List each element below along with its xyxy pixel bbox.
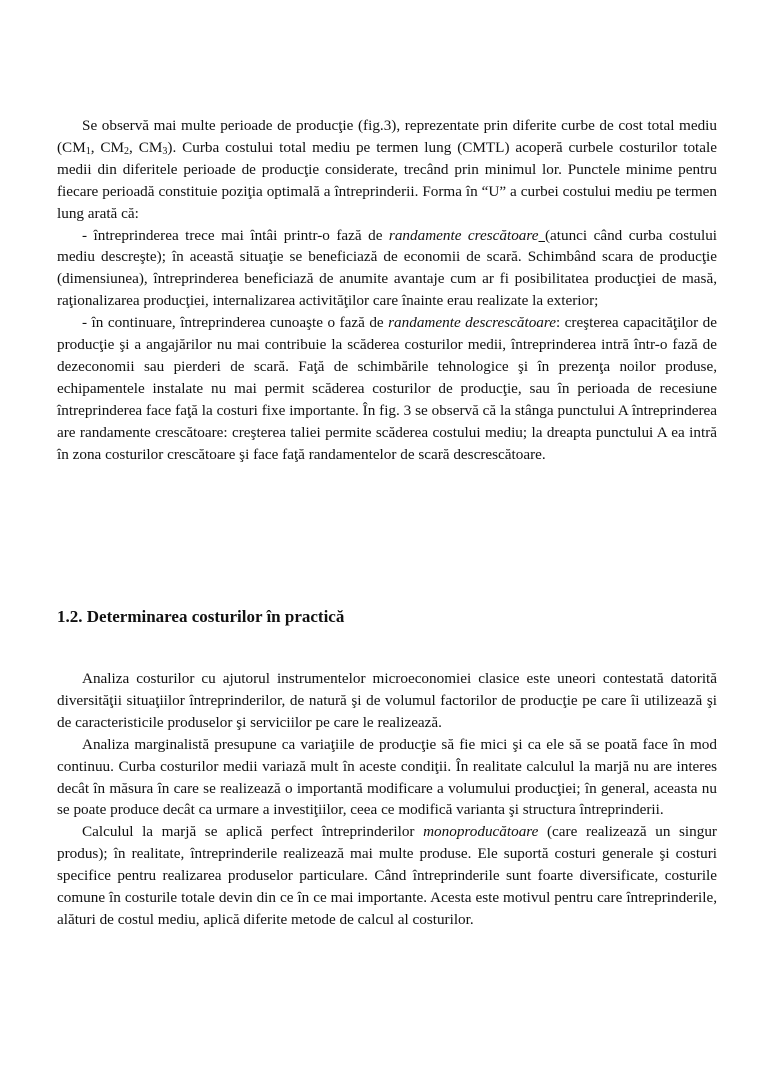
text-run: Se observă mai multe perioade de producţie (fig.3), reprezentate prin diferite curbe de cost total mediu (CM bbox=[57, 117, 717, 156]
paragraph-cost-curves bbox=[57, 115, 717, 225]
subscript: 2 bbox=[124, 145, 130, 157]
text-run: , CM bbox=[129, 138, 163, 156]
emphasis: randamente crescătoare bbox=[388, 226, 539, 244]
text-run: - întreprinderea trece mai întâi printr-o fază de bbox=[82, 226, 389, 244]
text-run: - în continuare, întreprinderea cunoaşte o fază de bbox=[82, 314, 389, 332]
subscript: 1 bbox=[85, 145, 91, 157]
section-1-text bbox=[57, 115, 717, 466]
paragraph-cost-analysis: Analiza costurilor cu ajutorul instrumentelor microeconomiei clasice este uneori contestată datorită diversităţii situaţiilor întreprinderilor, de natură şi de volumul factorilor de producţie pe care îi utilizează şi de caracteristicile produselor şi serviciilor pe care le realizează. bbox=[57, 670, 717, 731]
text-run: (care realizează un singur produs); în realitate, întreprinderile realizează mai multe produse. Ele suportă costuri generale şi costuri specifice pentru realizarea produselor particulare. Când întreprinderile sunt foarte diversificate, costurile comune în costurile totale devin din ce în ce mai importante. Acesta este motivul pentru care întreprinderile, alături de costul mediu, aplică diferite metode de calcul al costurilor. bbox=[57, 823, 717, 928]
text-run: , CM bbox=[90, 138, 125, 156]
paragraph-increasing-returns bbox=[57, 225, 717, 313]
emphasis: monoproducătoare bbox=[423, 823, 539, 841]
section-heading: 1.2. Determinarea costurilor în practică bbox=[57, 607, 345, 626]
subscript: 3 bbox=[162, 145, 168, 157]
paragraph-marginal-analysis: Analiza marginalistă presupune ca variaţiile de producţie să fie mici şi ca ele să se poată face în mod continuu. Curba costurilor medii variază mult în aceste condiţii. În realitate calculul la marjă nu are interes decât în măsura în care se realizează o importantă modificare a volumului producţiei; în general, aceasta nu se poate produce decât ca urmare a investiţiilor, ceea ce modifică varianta şi structura întreprinderii. bbox=[57, 735, 717, 819]
text-run: Calculul la marjă se aplică perfect întreprinderilor bbox=[82, 823, 424, 841]
text-run: (atunci când curba costului mediu descreşte); în această situaţie se beneficiază de economii de scară. Schimbând scara de producţie (dimensiunea), întreprinderea beneficiază de anumite avantaje cum ar fi posibilitatea producţiei de masă, raţionalizarea producţiei, internalizarea activităţilor care înainte erau realizate la exterior; bbox=[57, 226, 718, 310]
text-run: ). Curba costului total mediu pe termen lung (CMTL) acoperă curbele costurilor totale medii din diferitele perioade de producţie considerate, trecând prin minimul lor. Punctele minime pentru fiecare perioadă constituie poziţia optimală a întreprinderii. Forma în “U” a curbei costului mediu pe termen lung arată că: bbox=[57, 138, 717, 222]
section-2-text bbox=[57, 668, 717, 931]
paragraph-marginal-calculation bbox=[57, 821, 717, 931]
paragraph-decreasing-returns bbox=[57, 312, 717, 465]
emphasis: randamente descrescătoare bbox=[388, 314, 556, 332]
text-run: : creşterea capacităţilor de producţie şi a angajărilor nu mai contribuie la scăderea costurilor medii, întreprinderea intră într-o fază de dezeconomii sau pierderi de scară. Faţă de schimbările tehnologice şi în prezenţa noilor produse, echipamentele instalate nu mai permit scăderea costurilor de producţie, sau în perioada de recesiune întreprinderea face faţă la costuri fixe importante. În fig. 3 se observă că la stânga punctului A întreprinderea are randamente crescătoare: creşterea taliei permite scăderea costului mediu; la dreapta punctului A ea intră în zona costurilor crescătoare şi face faţă randamentelor de scară descrescătoare. bbox=[57, 314, 717, 463]
